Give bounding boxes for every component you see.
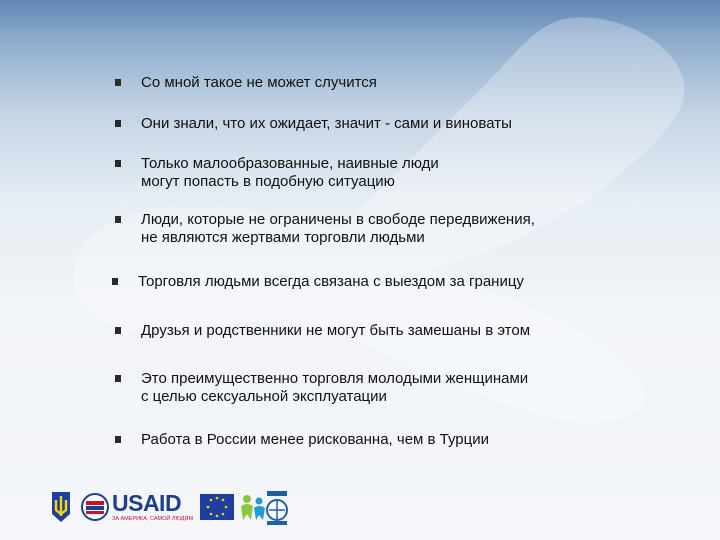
ukraine-trident-logo	[50, 490, 72, 524]
bullet-marker	[115, 79, 121, 86]
bullet-text: Это преимущественно торговля молодыми женщинами с целью сексуальной эксплуатации	[141, 370, 529, 405]
bullet-marker	[115, 436, 121, 443]
usaid-text: USAID	[112, 490, 182, 516]
usaid-wordmark	[112, 491, 202, 523]
bullet-marker	[112, 278, 118, 285]
usaid-tagline: ЗА АМЕРИКА, САМОЙ ЛЮДЯМ	[112, 516, 194, 522]
bullet-marker	[115, 160, 121, 167]
bullet-text: Работа в России менее рискованна, чем в Турции	[141, 431, 490, 448]
partner-logos	[50, 490, 290, 526]
bullet-text: Только малообразованные, наивные люди могут попасть в подобную ситуацию	[141, 155, 439, 190]
usaid-seal-logo	[80, 492, 110, 522]
bullet-marker	[115, 120, 121, 127]
bullet-text: Друзья и родственники не могут быть замешаны в этом	[141, 322, 531, 339]
bullet-marker	[115, 216, 121, 223]
bullet-text: Люди, которые не ограничены в свободе передвижения, не являются жертвами торговли людьми	[141, 211, 535, 246]
iom-logo	[264, 490, 290, 526]
bullet-marker	[115, 327, 121, 334]
bullet-text: Торговля людьми всегда связана с выездом за границу	[138, 273, 524, 290]
eu-flag-logo	[200, 494, 234, 520]
bullet-marker	[115, 375, 121, 382]
bullet-text: Они знали, что их ожидает, значит - сами и виноваты	[141, 115, 512, 132]
bullet-text: Со мной такое не может случится	[141, 74, 377, 91]
